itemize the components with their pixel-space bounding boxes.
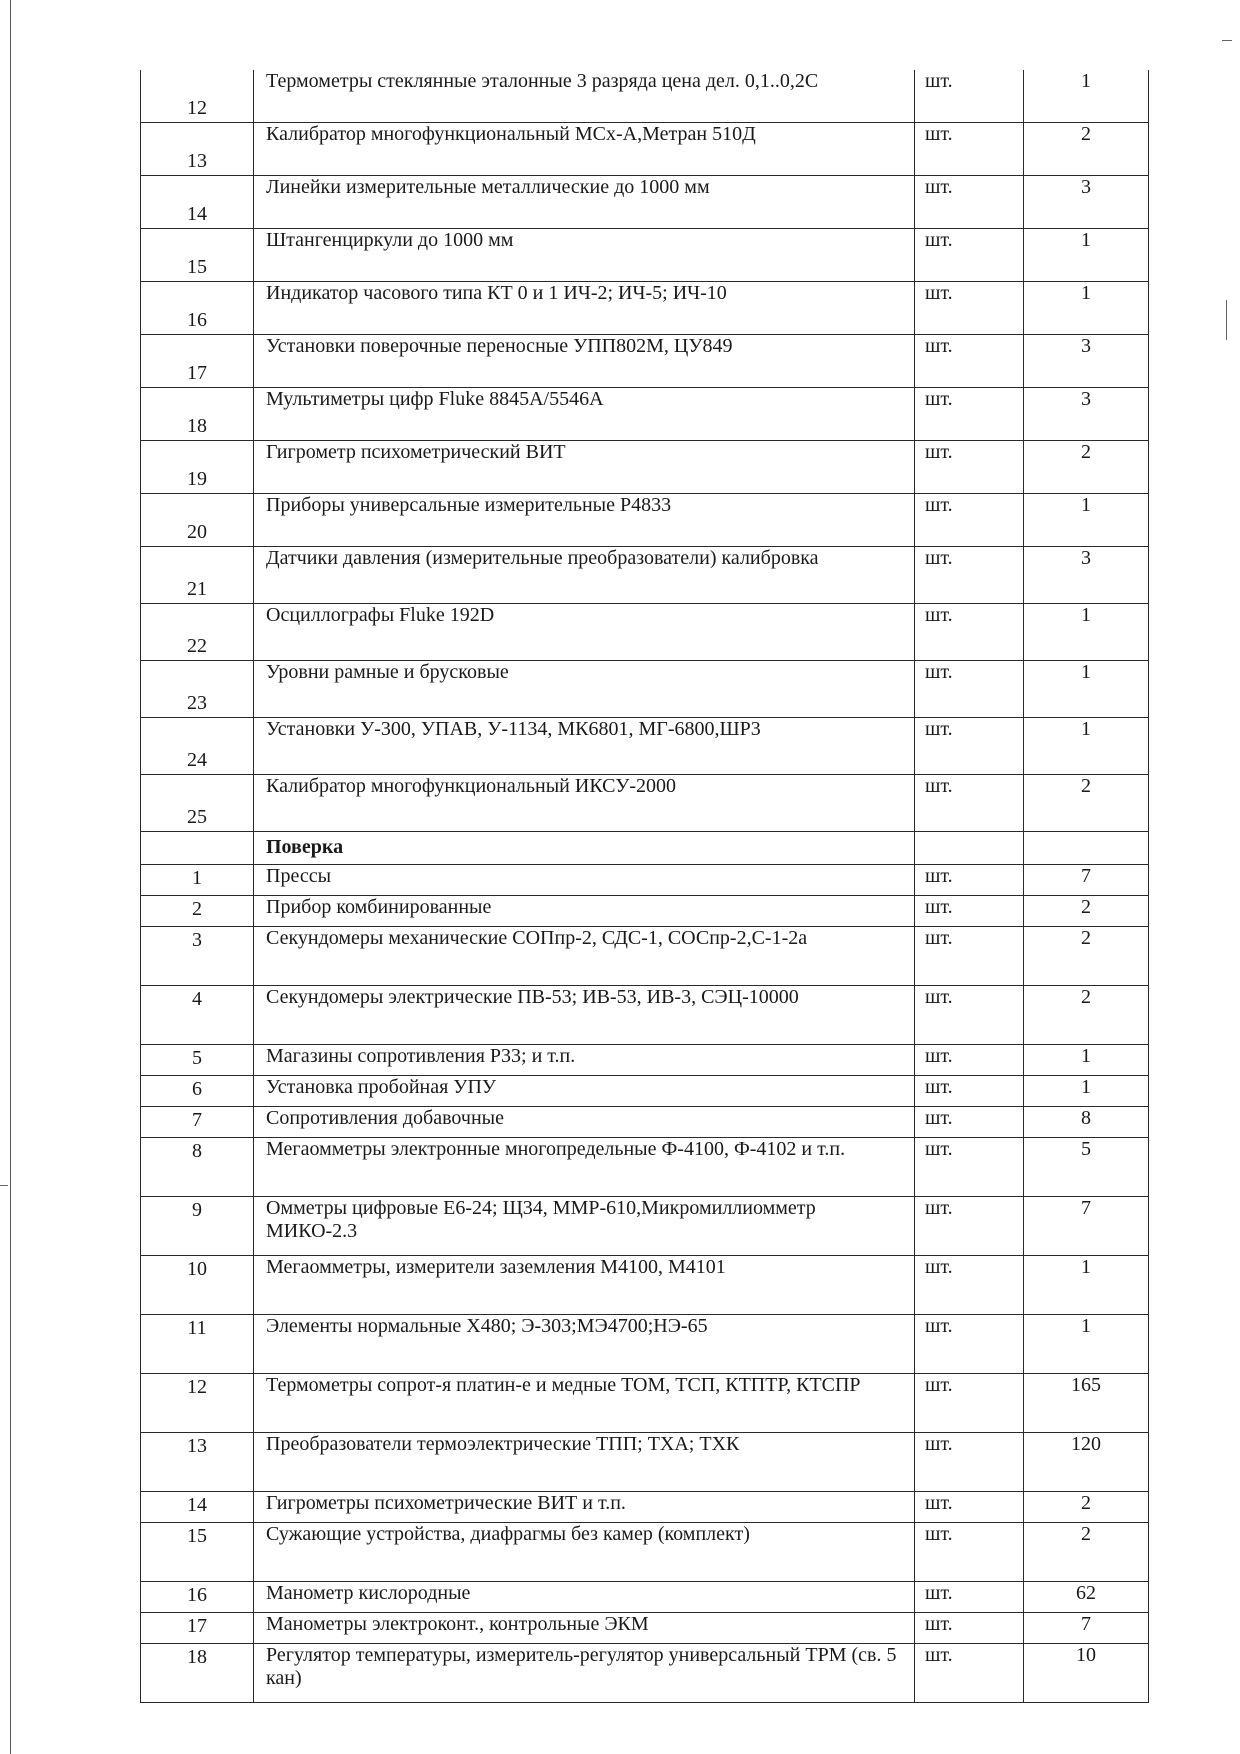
item-name: Штангенциркули до 1000 мм: [254, 229, 915, 282]
table-row: [141, 494, 1149, 547]
table-row: [141, 1197, 1149, 1256]
item-unit: шт.: [915, 441, 1024, 494]
table-row: [141, 927, 1149, 986]
item-name: Гигрометры психометрические ВИТ и т.п.: [254, 1492, 915, 1523]
row-number: 9: [141, 1197, 254, 1256]
item-quantity: 7: [1024, 1613, 1149, 1644]
row-number: 19: [141, 441, 254, 494]
row-number: 24: [141, 718, 254, 775]
item-name: Установки поверочные переносные УПП802М, ЦУ849: [254, 335, 915, 388]
item-unit: шт.: [915, 661, 1024, 718]
item-name: Элементы нормальные Х480; Э-303;МЭ4700;НЭ-65: [254, 1315, 915, 1374]
item-name: Мегаомметры электронные многопредельные Ф-4100, Ф-4102 и т.п.: [254, 1138, 915, 1197]
item-unit: шт.: [915, 896, 1024, 927]
item-quantity: 2: [1024, 123, 1149, 176]
item-quantity: 2: [1024, 1492, 1149, 1523]
item-unit: шт.: [915, 1523, 1024, 1582]
item-unit: шт.: [915, 1107, 1024, 1138]
row-number: 22: [141, 604, 254, 661]
item-quantity: 3: [1024, 388, 1149, 441]
section-spacer: [915, 832, 1024, 865]
item-quantity: 5: [1024, 1138, 1149, 1197]
item-name: Сужающие устройства, диафрагмы без камер (комплект): [254, 1523, 915, 1582]
row-number: 7: [141, 1107, 254, 1138]
item-quantity: 2: [1024, 441, 1149, 494]
item-name: Мегаомметры, измерители заземления М4100, М4101: [254, 1256, 915, 1315]
item-unit: шт.: [915, 70, 1024, 123]
item-name: Гигрометр психометрический ВИТ: [254, 441, 915, 494]
row-number: 2: [141, 896, 254, 927]
item-quantity: 2: [1024, 1523, 1149, 1582]
item-quantity: 1: [1024, 604, 1149, 661]
item-name: Термометры сопрот-я платин-е и медные ТОМ, ТСП, КТПТР, КТСПР: [254, 1374, 915, 1433]
item-name: Секундомеры электрические ПВ-53; ИВ-53, ИВ-3, СЭЦ-10000: [254, 986, 915, 1045]
item-quantity: 2: [1024, 775, 1149, 832]
item-quantity: 3: [1024, 547, 1149, 604]
table-row: [141, 1433, 1149, 1492]
table-row: [141, 1523, 1149, 1582]
row-number: 21: [141, 547, 254, 604]
item-quantity: 1: [1024, 229, 1149, 282]
item-quantity: 7: [1024, 1197, 1149, 1256]
row-number: 1: [141, 865, 254, 896]
row-number: 20: [141, 494, 254, 547]
row-number: 18: [141, 388, 254, 441]
table-row: [141, 896, 1149, 927]
item-unit: шт.: [915, 1433, 1024, 1492]
table-row: [141, 1492, 1149, 1523]
item-unit: шт.: [915, 927, 1024, 986]
item-name: Приборы универсальные измерительные Р4833: [254, 494, 915, 547]
table-row: [141, 661, 1149, 718]
row-number: 13: [141, 123, 254, 176]
item-name: Индикатор часового типа КТ 0 и 1 ИЧ-2; ИЧ-5; ИЧ-10: [254, 282, 915, 335]
item-quantity: 2: [1024, 896, 1149, 927]
row-number: 13: [141, 1433, 254, 1492]
row-number: 8: [141, 1138, 254, 1197]
table-row: [141, 123, 1149, 176]
item-name: Термометры стеклянные эталонные 3 разряда цена дел. 0,1..0,2С: [254, 70, 915, 123]
table-row: [141, 604, 1149, 661]
row-number: 14: [141, 1492, 254, 1523]
item-unit: шт.: [915, 229, 1024, 282]
item-quantity: 62: [1024, 1582, 1149, 1613]
section-spacer: [141, 832, 254, 865]
item-unit: шт.: [915, 1582, 1024, 1613]
item-quantity: 120: [1024, 1433, 1149, 1492]
section-title: Поверка: [254, 832, 915, 865]
item-name: Калибратор многофункциональный МСх-А,Метран 510Д: [254, 123, 915, 176]
item-unit: шт.: [915, 1374, 1024, 1433]
item-unit: шт.: [915, 1045, 1024, 1076]
item-quantity: 7: [1024, 865, 1149, 896]
row-number: 12: [141, 1374, 254, 1433]
item-unit: шт.: [915, 775, 1024, 832]
item-unit: шт.: [915, 388, 1024, 441]
item-quantity: 1: [1024, 1256, 1149, 1315]
item-name: Регулятор температуры, измеритель-регулятор универсальный ТРМ (св. 5 кан): [254, 1644, 915, 1703]
item-name: Секундомеры механические СОПпр-2, СДС-1, СОСпр-2,С-1-2а: [254, 927, 915, 986]
item-quantity: 1: [1024, 282, 1149, 335]
scan-edge-line: [10, 0, 11, 1754]
table-row: [141, 547, 1149, 604]
item-quantity: 2: [1024, 986, 1149, 1045]
item-unit: шт.: [915, 1613, 1024, 1644]
item-name: Калибратор многофункциональный ИКСУ-2000: [254, 775, 915, 832]
item-name: Магазины сопротивления Р33; и т.п.: [254, 1045, 915, 1076]
table-row: [141, 335, 1149, 388]
table-row: [141, 1374, 1149, 1433]
table-row: [141, 1045, 1149, 1076]
row-number: 10: [141, 1256, 254, 1315]
row-number: 5: [141, 1045, 254, 1076]
item-unit: шт.: [915, 547, 1024, 604]
row-number: 18: [141, 1644, 254, 1703]
table-row: [141, 229, 1149, 282]
item-quantity: 1: [1024, 1076, 1149, 1107]
row-number: 15: [141, 1523, 254, 1582]
row-number: 12: [141, 70, 254, 123]
item-quantity: 2: [1024, 927, 1149, 986]
table-row: [141, 1582, 1149, 1613]
item-name: Уровни рамные и брусковые: [254, 661, 915, 718]
item-quantity: 1: [1024, 718, 1149, 775]
item-name: Прибор комбинированные: [254, 896, 915, 927]
section-spacer: [1024, 832, 1149, 865]
table-row: [141, 1107, 1149, 1138]
item-unit: шт.: [915, 1256, 1024, 1315]
item-name: Мультиметры цифр Fluke 8845A/5546A: [254, 388, 915, 441]
item-quantity: 10: [1024, 1644, 1149, 1703]
item-unit: шт.: [915, 176, 1024, 229]
item-unit: шт.: [915, 1315, 1024, 1374]
table-row: [141, 1315, 1149, 1374]
row-number: 23: [141, 661, 254, 718]
equipment-table: [140, 70, 1149, 1703]
item-unit: шт.: [915, 604, 1024, 661]
table-row: [141, 1613, 1149, 1644]
item-name: Установка пробойная УПУ: [254, 1076, 915, 1107]
item-name: Сопротивления добавочные: [254, 1107, 915, 1138]
table-row: [141, 718, 1149, 775]
item-quantity: 1: [1024, 1045, 1149, 1076]
item-name: Линейки измерительные металлические до 1000 мм: [254, 176, 915, 229]
item-unit: шт.: [915, 335, 1024, 388]
item-unit: шт.: [915, 865, 1024, 896]
item-quantity: 1: [1024, 1315, 1149, 1374]
item-unit: шт.: [915, 1644, 1024, 1703]
item-quantity: 1: [1024, 494, 1149, 547]
item-name: Манометры электроконт., контрольные ЭКМ: [254, 1613, 915, 1644]
item-quantity: 165: [1024, 1374, 1149, 1433]
row-number: 25: [141, 775, 254, 832]
item-unit: шт.: [915, 1076, 1024, 1107]
row-number: 3: [141, 927, 254, 986]
table-row: [141, 70, 1149, 123]
item-quantity: 1: [1024, 661, 1149, 718]
section-row: [141, 832, 1149, 865]
table-row: [141, 775, 1149, 832]
row-number: 4: [141, 986, 254, 1045]
table-row: [141, 1644, 1149, 1703]
item-name: Преобразователи термоэлектрические ТПП; ТХА; ТХК: [254, 1433, 915, 1492]
table-row: [141, 176, 1149, 229]
item-unit: шт.: [915, 123, 1024, 176]
table-row: [141, 865, 1149, 896]
item-unit: шт.: [915, 1492, 1024, 1523]
item-unit: шт.: [915, 1197, 1024, 1256]
item-name: Осциллографы Fluke 192D: [254, 604, 915, 661]
item-quantity: 3: [1024, 335, 1149, 388]
row-number: 6: [141, 1076, 254, 1107]
item-quantity: 8: [1024, 1107, 1149, 1138]
table-row: [141, 1256, 1149, 1315]
item-name: Манометр кислородные: [254, 1582, 915, 1613]
row-number: 17: [141, 335, 254, 388]
item-name: Прессы: [254, 865, 915, 896]
row-number: 11: [141, 1315, 254, 1374]
item-unit: шт.: [915, 494, 1024, 547]
row-number: 17: [141, 1613, 254, 1644]
row-number: 16: [141, 1582, 254, 1613]
table-row: [141, 1076, 1149, 1107]
scan-mark-left: [0, 1185, 8, 1186]
item-quantity: 1: [1024, 70, 1149, 123]
item-name: Омметры цифровые Е6-24; Щ34, ММР-610,Микромиллиомметр МИКО-2.3: [254, 1197, 915, 1256]
row-number: 15: [141, 229, 254, 282]
item-name: Датчики давления (измерительные преобразователи) калибровка: [254, 547, 915, 604]
table-row: [141, 282, 1149, 335]
item-quantity: 3: [1024, 176, 1149, 229]
table-row: [141, 388, 1149, 441]
item-unit: шт.: [915, 986, 1024, 1045]
table-row: [141, 986, 1149, 1045]
item-unit: шт.: [915, 282, 1024, 335]
item-name: Установки У-300, УПАВ, У-1134, МК6801, МГ-6800,ШР3: [254, 718, 915, 775]
item-unit: шт.: [915, 718, 1024, 775]
item-unit: шт.: [915, 1138, 1024, 1197]
row-number: 16: [141, 282, 254, 335]
table-row: [141, 441, 1149, 494]
scan-mark-right: [1226, 300, 1227, 340]
row-number: 14: [141, 176, 254, 229]
table-row: [141, 1138, 1149, 1197]
scan-mark-top: [1222, 40, 1232, 41]
